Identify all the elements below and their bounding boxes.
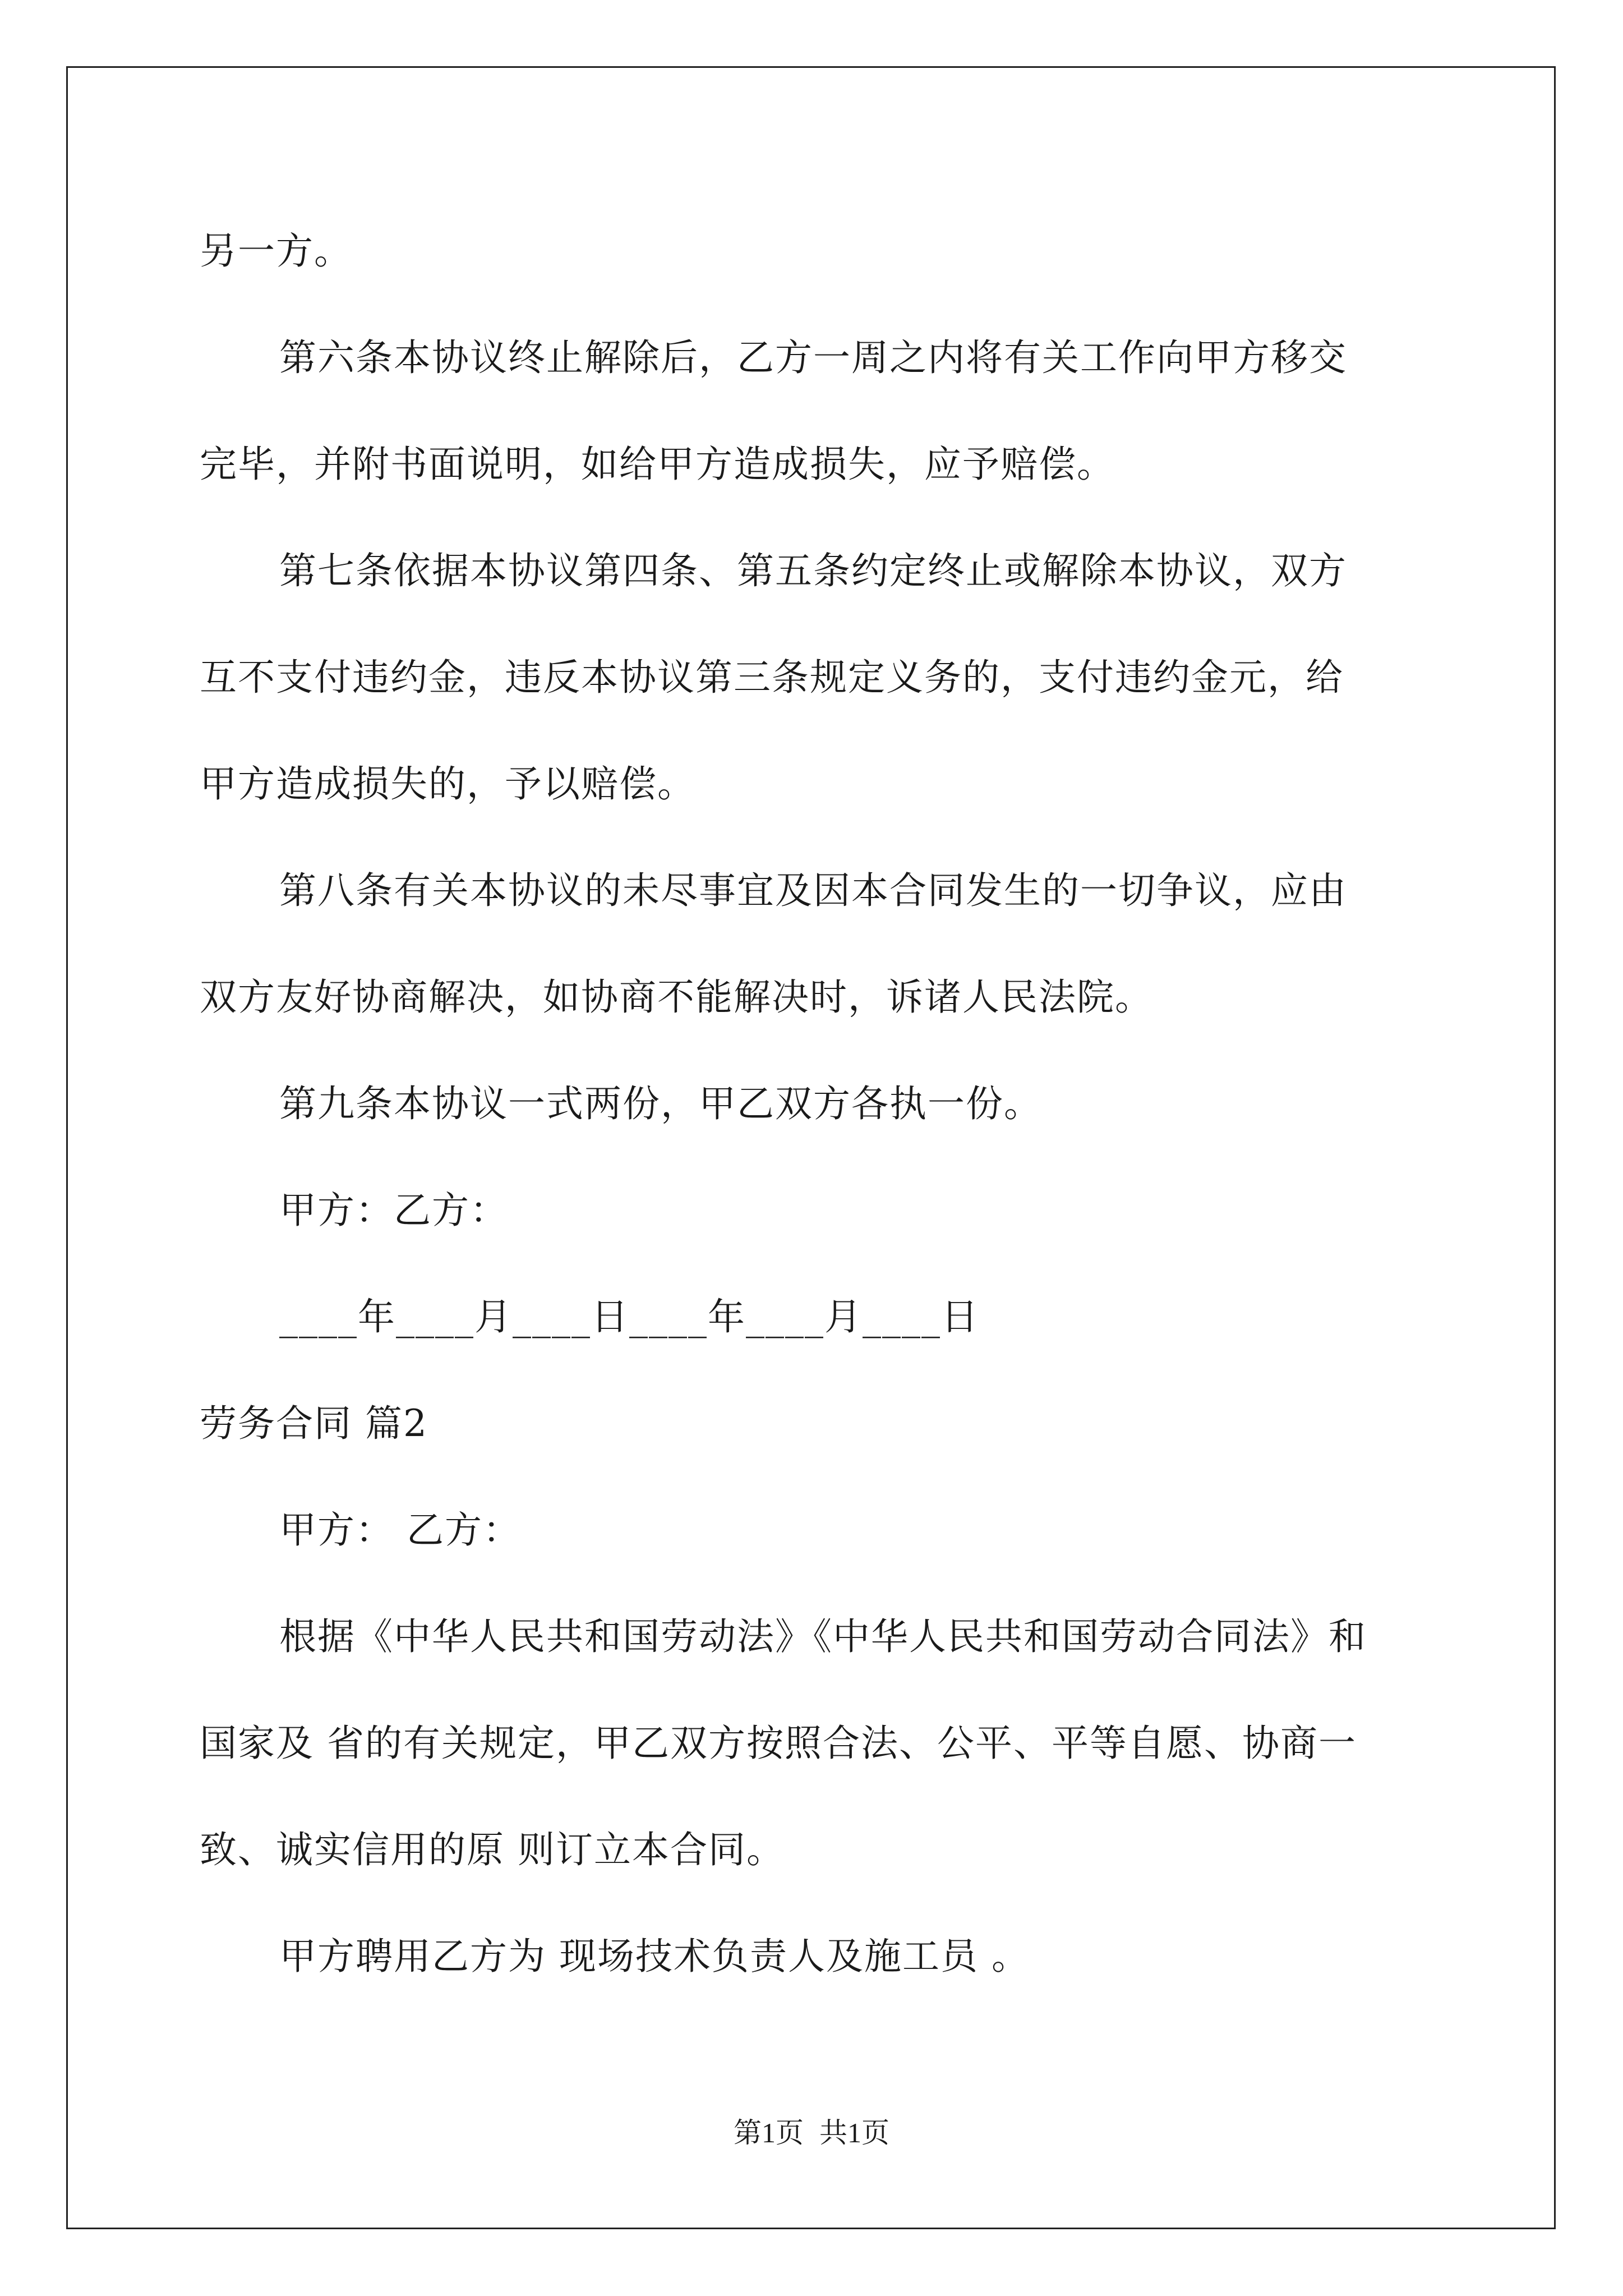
- page-border: [66, 66, 1556, 2229]
- page-number: 第1页: [734, 2117, 804, 2148]
- text-line: 另一方。: [200, 229, 352, 273]
- parties-line: 甲方： 乙方：: [279, 1508, 521, 1552]
- text-line: 甲方聘用乙方为 现场技术负责人及施工员 。: [279, 1935, 1030, 1978]
- signature-parties-line: 甲方：乙方：: [279, 1189, 508, 1232]
- text-line: 第九条本协议一式两份，甲乙双方各执一份。: [279, 1082, 1042, 1125]
- date-blanks-line: ____年____月____日____年____月____日: [279, 1295, 979, 1338]
- section-heading: 劳务合同 篇2: [200, 1402, 428, 1445]
- text-line: 致、诚实信用的原 则订立本合同。: [200, 1828, 785, 1871]
- text-line: 第六条本协议终止解除后，乙方一周之内将有关工作向甲方移交: [279, 336, 1347, 379]
- text-line: 双方友好协商解决，如协商不能解决时，诉诸人民法院。: [200, 976, 1153, 1019]
- text-line: 互不支付违约金，违反本协议第三条规定义务的，支付违约金元，给: [200, 656, 1344, 699]
- text-line: 甲方造成损失的，予以赔偿。: [200, 762, 695, 806]
- text-line: 国家及 省的有关规定，甲乙双方按照合法、公平、平等自愿、协商一: [200, 1722, 1357, 1765]
- text-line: 第八条有关本协议的未尽事宜及因本合同发生的一切争议，应由: [279, 869, 1347, 912]
- text-line: 第七条依据本协议第四条、第五条约定终止或解除本协议，双方: [279, 549, 1347, 592]
- page-footer: [0, 2116, 1623, 2150]
- text-line: 根据《中华人民共和国劳动法》《中华人民共和国劳动合同法》和: [279, 1615, 1367, 1658]
- text-line: 完毕，并附书面说明，如给甲方造成损失，应予赔偿。: [200, 443, 1115, 486]
- page-total: 共1页: [819, 2117, 889, 2148]
